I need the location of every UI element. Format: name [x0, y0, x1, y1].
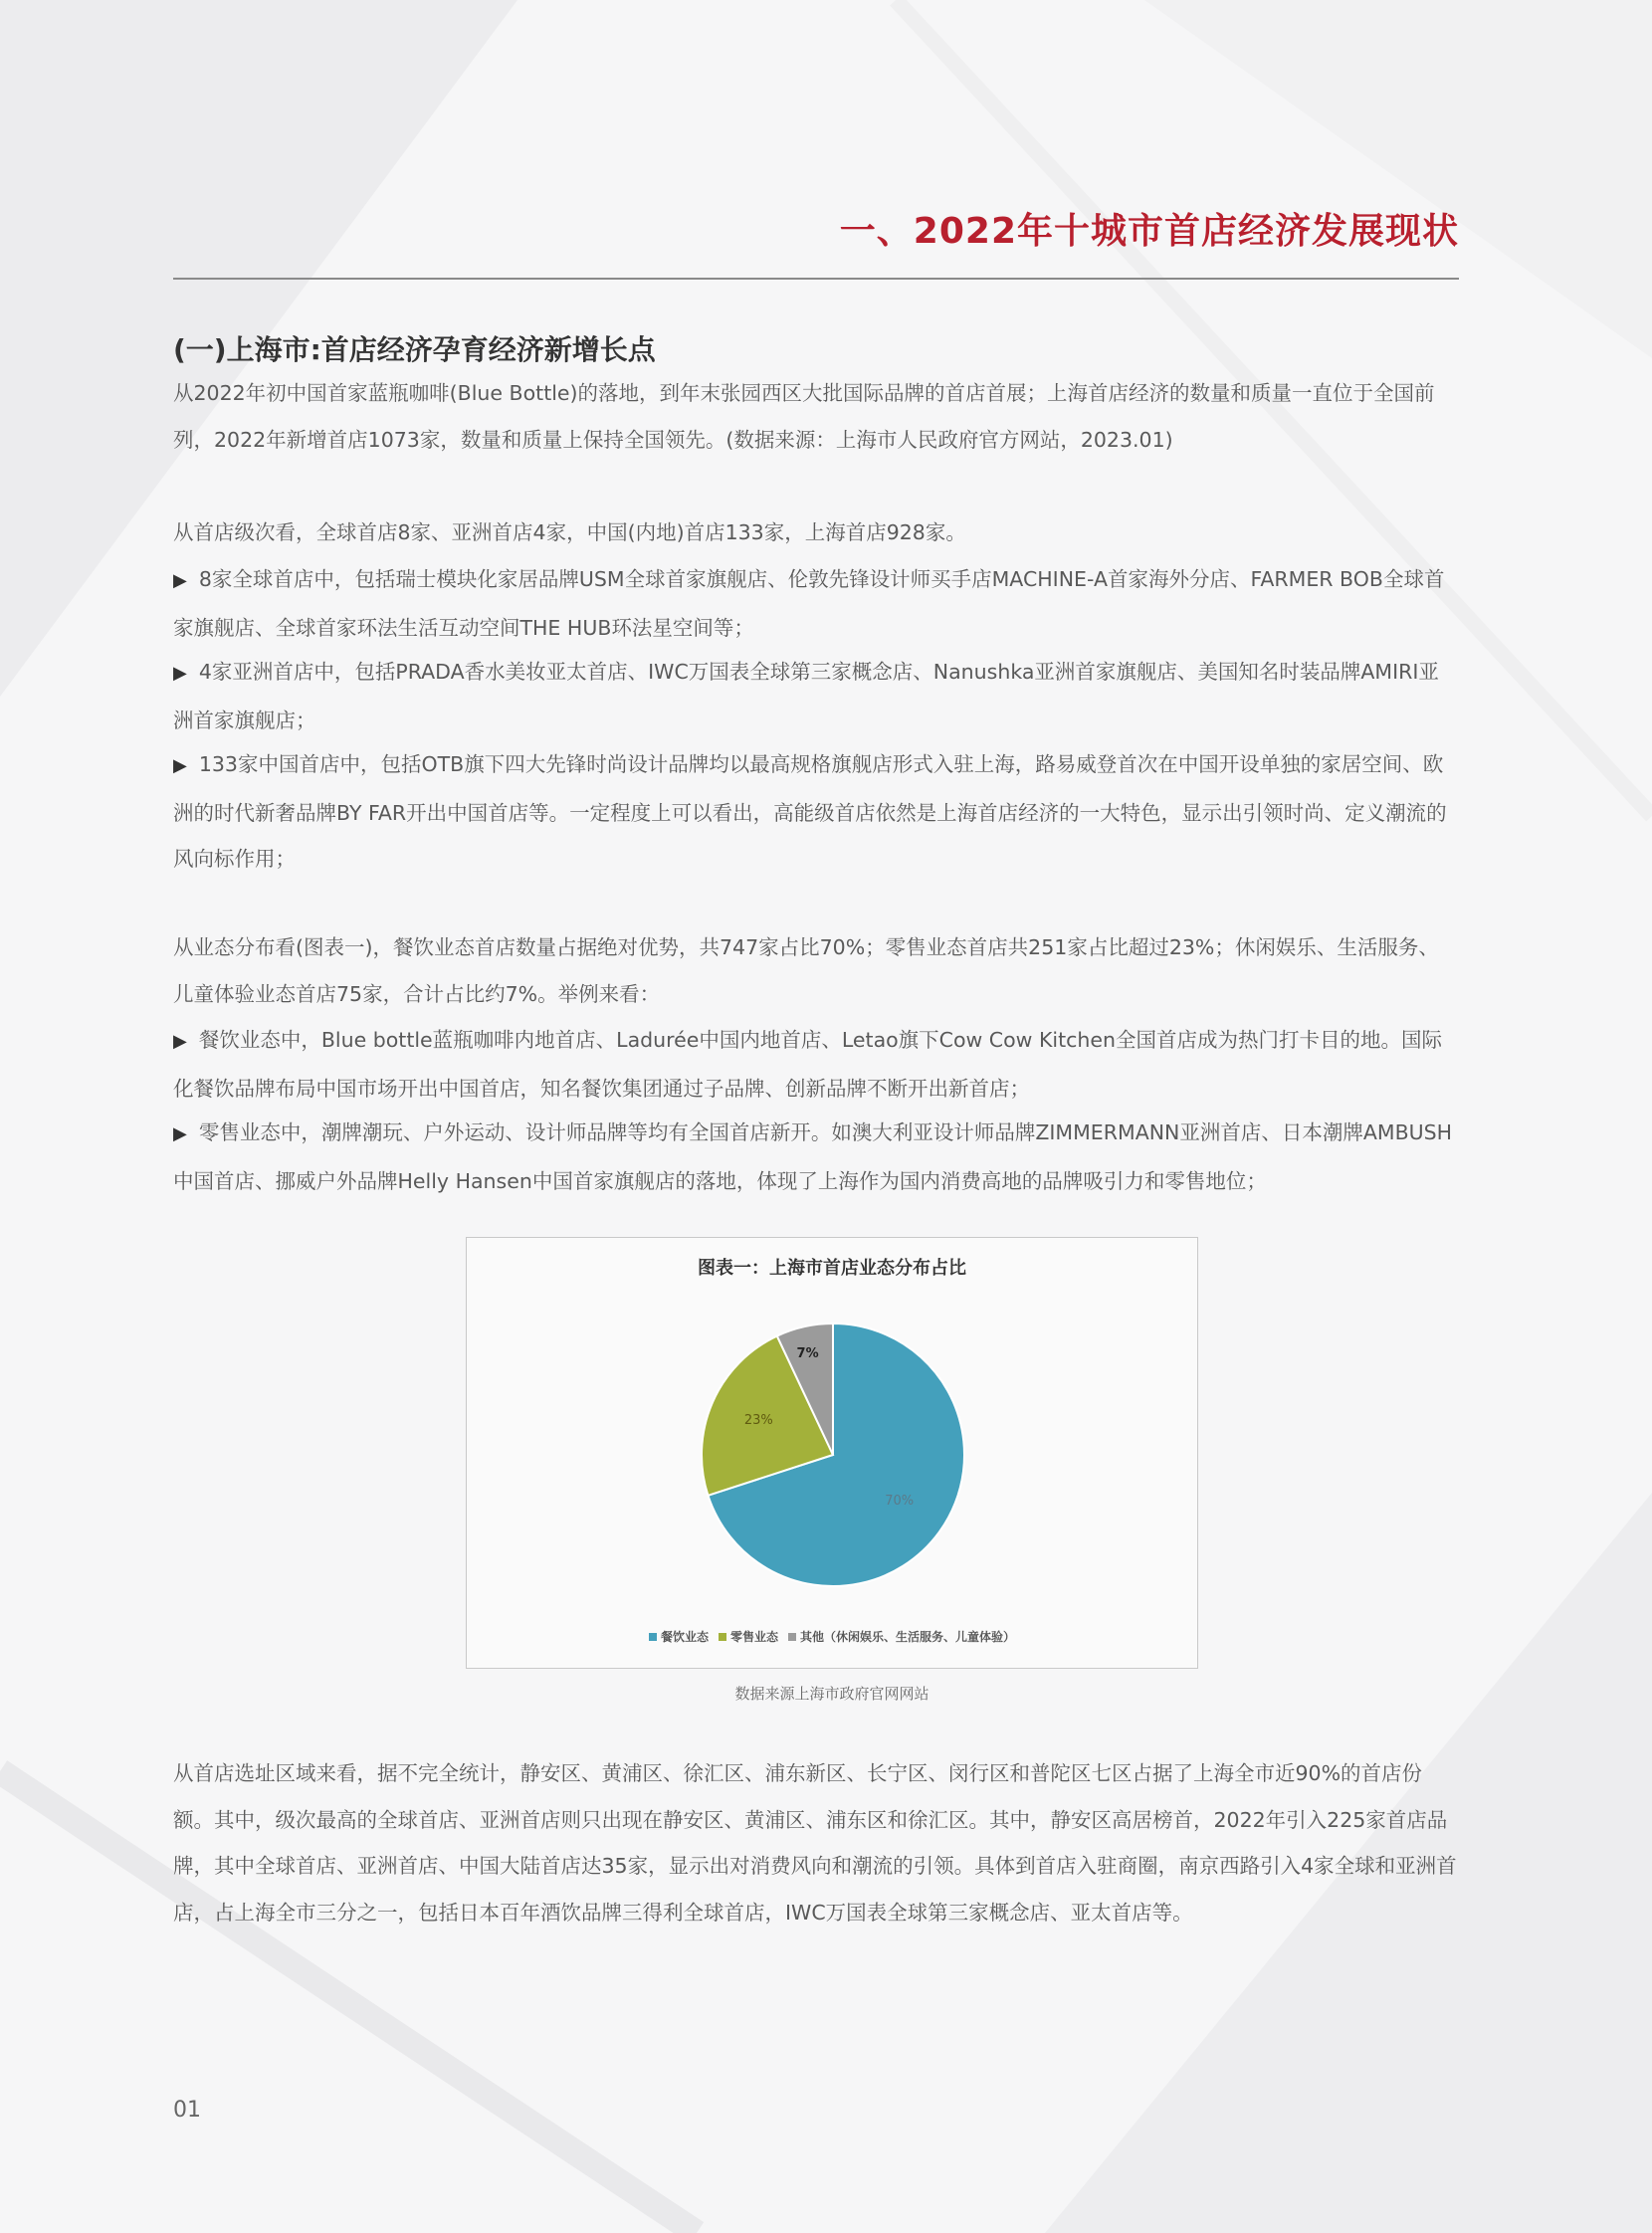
- legend-item: [719, 1630, 778, 1644]
- legend-item: [649, 1630, 709, 1644]
- bullet-arrow-icon: ▶: [173, 1031, 187, 1052]
- chart-title: 图表一：上海市首店业态分布占比: [698, 1258, 966, 1279]
- chart-source-note: 数据来源上海市政府官网网站: [734, 1685, 929, 1703]
- legend-label: 其他（休闲娱乐、生活服务、儿童体验）: [800, 1630, 1016, 1644]
- level-bullet: [173, 649, 1459, 743]
- level-bullet: [173, 556, 1459, 651]
- title-divider: [173, 278, 1459, 280]
- legend-swatch: [649, 1633, 657, 1641]
- bullet-arrow-icon: ▶: [173, 663, 187, 684]
- level-intro-paragraph: 从首店级次看，全球首店8家、亚洲首店4家，中国(内地)首店133家，上海首店928家。: [173, 520, 966, 544]
- intro-paragraph: 从2022年初中国首家蓝瓶咖啡(Blue Bottle)的落地，到年末张园西区大批国际品牌的首店首展；上海首店经济的数量和质量一直位于全国前列，2022年新增首店1073家，数量和质量上保持全国领先。(数据来源：上海市人民政府官方网站，2023.01): [173, 381, 1435, 452]
- format-bullet: [173, 1017, 1459, 1112]
- format-bullet: [173, 1110, 1459, 1204]
- legend-label: 零售业态: [729, 1630, 778, 1644]
- legend-swatch: [788, 1633, 796, 1641]
- level-bullet: [173, 741, 1459, 883]
- location-paragraph: 从首店选址区域来看，据不完全统计，静安区、黄浦区、徐汇区、浦东新区、长宁区、闵行区和普陀区七区占据了上海全市近90%的首店份额。其中，级次最高的全球首店、亚洲首店则只出现在静安区、黄浦区、浦东区和徐汇区。其中，静安区高居榜首，2022年引入225家首店品牌，其中全球首店、亚洲首店、中国大陆首店达35家，显示出对消费风向和潮流的引领。具体到首店入驻商圈，南京西路引入4家全球和亚洲首店，占上海全市三分之一，包括日本百年酒饮品牌三得利全球首店，IWC万国表全球第三家概念店、亚太首店等。: [173, 1761, 1457, 1925]
- bullet-arrow-icon: ▶: [173, 570, 187, 591]
- format-intro-paragraph: 从业态分布看(图表一)，餐饮业态首店数量占据绝对优势，共747家占比70%；零售业态首店共251家占比超过23%；休闲娱乐、生活服务、儿童体验业态首店75家，合计占比约7%。举例来看：: [173, 935, 1439, 1006]
- bullet-arrow-icon: ▶: [173, 755, 187, 776]
- pie-chart-figure: [466, 1237, 1198, 1669]
- legend-item: [788, 1630, 1015, 1644]
- chart-legend: [467, 1628, 1197, 1645]
- bullet-text: 8家全球首店中，包括瑞士模块化家居品牌USM全球首家旗舰店、伦敦先锋设计师买手店MACHINE-A首家海外分店、FARMER BOB全球首家旗舰店、全球首家环法生活互动空间THE HUB环法星空间等；: [173, 567, 1445, 640]
- bullet-text: 餐饮业态中，Blue bottle蓝瓶咖啡内地首店、Ladurée中国内地首店、Letao旗下Cow Cow Kitchen全国首店成为热门打卡目的地。国际化餐饮品牌布局中国市场开出中国首店，知名餐饮集团通过子品牌、创新品牌不断开出新首店；: [173, 1028, 1442, 1101]
- bullet-text: 133家中国首店中，包括OTB旗下四大先锋时尚设计品牌均以最高规格旗舰店形式入驻上海，路易威登首次在中国开设单独的家居空间、欧洲的时代新奢品牌BY FAR开出中国首店等。一定程度上可以看出，高能级首店依然是上海首店经济的一大特色，显示出引领时尚、定义潮流的风向标作用；: [173, 752, 1447, 871]
- slice-data-label: 23%: [743, 1413, 773, 1429]
- bullet-text: 4家亚洲首店中，包括PRADA香水美妆亚太首店、IWC万国表全球第三家概念店、Nanushka亚洲首家旗舰店、美国知名时装品牌AMIRI亚洲首家旗舰店；: [173, 660, 1439, 732]
- slice-data-label: 7%: [796, 1345, 819, 1361]
- page-number: 01: [173, 2098, 201, 2123]
- section-title: 一、2022年十城市首店经济发展现状: [839, 211, 1459, 252]
- bullet-text: 零售业态中，潮牌潮玩、户外运动、设计师品牌等均有全国首店新开。如澳大利亚设计师品牌ZIMMERMANN亚洲首店、日本潮牌AMBUSH中国首店、挪威户外品牌Helly Hansen中国首家旗舰店的落地，体现了上海作为国内消费高地的品牌吸引力和零售地位；: [173, 1120, 1453, 1193]
- pie-chart: [467, 1238, 1199, 1670]
- subsection-heading: (一)上海市:首店经济孕育经济新增长点: [173, 333, 656, 366]
- legend-label: 餐饮业态: [660, 1630, 709, 1644]
- legend-swatch: [719, 1633, 726, 1641]
- slice-data-label: 70%: [885, 1494, 915, 1510]
- bullet-arrow-icon: ▶: [173, 1123, 187, 1144]
